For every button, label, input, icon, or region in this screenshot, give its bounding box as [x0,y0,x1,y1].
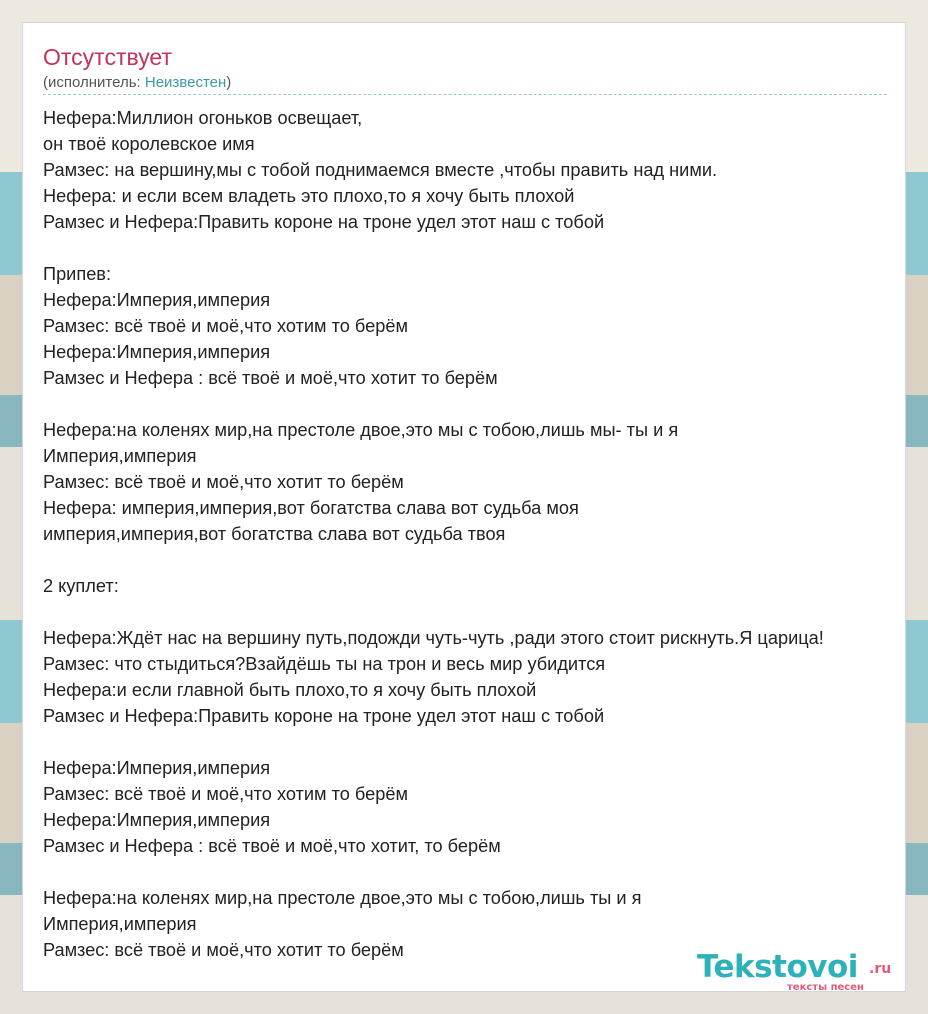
title-divider [43,94,887,95]
lyric-line: Нефера:Империя,империя [43,290,271,310]
lyric-line: Нефера:Империя,империя [43,342,271,362]
lyric-line: он твоё королевское имя [43,134,255,154]
site-logo[interactable] [697,949,907,993]
logo-wordmark: Tekstovoi [697,949,858,985]
lyric-line: Нефера: империя,империя,вот богатства слава вот судьба моя [43,498,579,518]
lyric-blank-line [43,547,928,573]
logo-tld: .ru [869,961,892,977]
lyric-blank-line [43,859,928,885]
lyric-line: Рамзес: что стыдиться?Взайдёшь ты на трон и весь мир убидится [43,654,606,674]
lyric-line: Рамзес: на вершину,мы с тобой поднимаемся вместе ,чтобы править над ними. [43,160,718,180]
lyrics-text [43,105,928,963]
byline-suffix: ) [226,74,232,91]
lyrics-card [22,22,906,992]
lyric-line: Нефера:Миллион огоньков освещает, [43,108,363,128]
lyric-line: Рамзес и Нефера : всё твоё и моё,что хотит, то берём [43,836,501,856]
song-title: Отсутствует [43,44,172,70]
lyric-line: 2 куплет: [43,576,119,596]
lyric-line: Нефера:на коленях мир,на престоле двое,это мы с тобою,лишь ты и я [43,888,642,908]
lyric-blank-line [43,599,928,625]
lyric-line: Нефера: и если всем владеть это плохо,то я хочу быть плохой [43,186,575,206]
lyric-line: Рамзес и Нефера:Править короне на троне удел этот наш с тобой [43,212,605,232]
byline-prefix: (исполнитель: [43,74,145,91]
artist-byline [43,73,231,93]
lyric-line: Нефера:Ждёт нас на вершину путь,подожди чуть-чуть ,ради этого стоит рискнуть.Я царица! [43,628,824,648]
lyric-line: Империя,империя [43,446,197,466]
lyric-line: Рамзес: всё твоё и моё,что хотит то берём [43,940,404,960]
lyric-line: Рамзес и Нефера:Править короне на троне удел этот наш с тобой [43,706,605,726]
lyric-line: Рамзес: всё твоё и моё,что хотим то берём [43,316,408,336]
lyric-blank-line [43,391,928,417]
lyric-line: Нефера:Империя,империя [43,810,271,830]
lyric-line: Нефера:и если главной быть плохо,то я хочу быть плохой [43,680,537,700]
artist-link[interactable]: Неизвестен [144,74,227,91]
lyric-line: Припев: [43,264,112,284]
lyric-line: Рамзес и Нефера : всё твоё и моё,что хотит то берём [43,368,498,388]
lyric-line: Нефера:Империя,империя [43,758,271,778]
lyric-line: Нефера:на коленях мир,на престоле двое,это мы с тобою,лишь мы- ты и я [43,420,679,440]
lyric-line: империя,империя,вот богатства слава вот судьба твоя [43,524,506,544]
lyric-line: Рамзес: всё твоё и моё,что хотим то берём [43,784,408,804]
logo-tagline: тексты песен [787,982,864,993]
lyric-line: Империя,империя [43,914,197,934]
lyric-line: Рамзес: всё твоё и моё,что хотит то берём [43,472,404,492]
lyric-blank-line [43,235,928,261]
lyric-blank-line [43,729,928,755]
